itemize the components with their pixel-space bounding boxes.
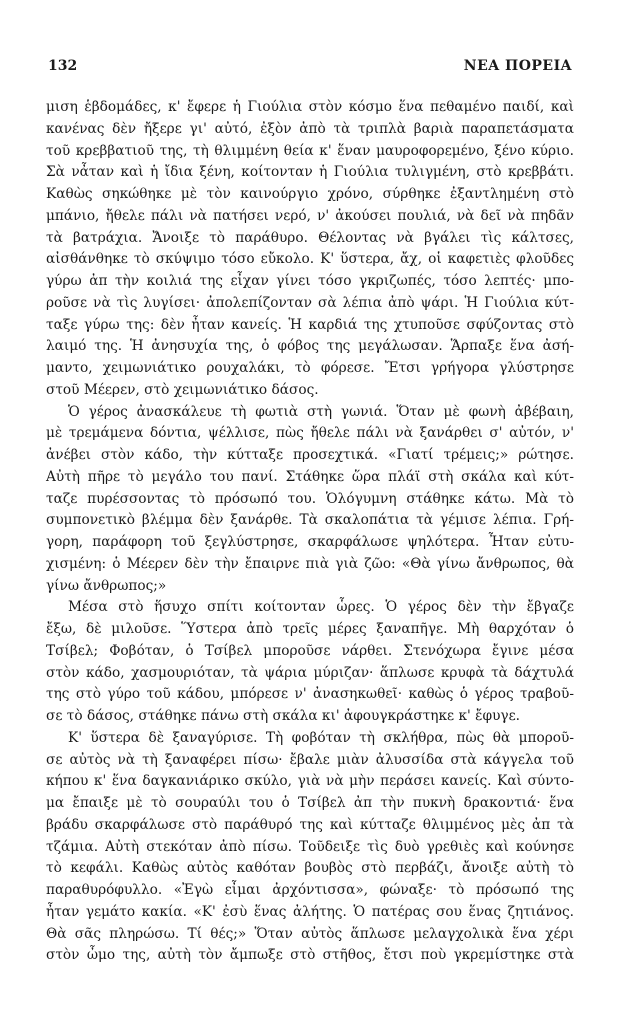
running-head — [48, 58, 572, 80]
text-line: αἰσθάνθηκε τὸ σκύψιμο τόσο εὔκολο. Κ' ὕστερα, ἄχ, οἱ καφετιὲς φλοῦδες — [46, 251, 574, 268]
text-line: μπάνιο, ἤθελε πάλι νὰ πατήσει νερό, ν' ἀκούσει πουλιά, νὰ δεῖ νὰ πηδᾶν — [46, 207, 574, 224]
text-line: σε τὸ δάσος, στάθηκε πάνω στὴ σκάλα κι' ἀφουγκράστηκε κ' ἔφυγε. — [46, 708, 521, 724]
text-line: τὰ βατράχια. Ἄνοιξε τὸ παράθυρο. Θέλοντας νὰ βγάλει τὶς κάλτσες, — [46, 229, 574, 246]
text-line: τζάμια. Αὐτὴ στεκόταν ἀπὸ πίσω. Τοῦδειξε τὶς δυὸ γρεθιὲς καὶ κούνησε — [46, 838, 574, 855]
text-line: μιση ἑβδομάδες, κ' ἔφερε ἡ Γιούλια στὸν κόσμο ἕνα πεθαμένο παιδί, καὶ — [46, 99, 574, 115]
text-line: γίνω ἄνθρωπος;» — [46, 577, 167, 594]
text-line: τὸ κεφάλι. Καθὼς αὐτὸς καθόταν βουβὸς στὸ περβάζι, ἄνοιξε αὐτὴ τὸ — [46, 860, 574, 877]
text-line: στὸν κάδο, χασμουριόταν, τὰ ψάρια μύριζαν· ἅπλωσε κρυφὰ τὰ δάχτυλά — [46, 664, 574, 681]
text-line: Τσίβελ; Φοβόταν, ὁ Τσίβελ μποροῦσε νάρθει. Στενόχωρα ἔγινε μέσα — [46, 642, 574, 659]
text-line: ἦταν γεμάτο κακία. «Κ' ἐσὺ ἕνας ἀλήτης. Ὁ πατέρας σου ἕνας ζητιάνος. — [46, 903, 574, 920]
text-line: Μέσα στὸ ἥσυχο σπίτι κοίτονταν ὧρες. Ὁ γέρος δὲν τὴν ἔβγαζε — [68, 599, 574, 616]
text-line: Θὰ σᾶς πληρώσω. Τί θές;» Ὅταν αὐτὸς ἅπλωσε μελαγχολικὰ ἕνα χέρι — [46, 925, 574, 942]
text-line: ἀνέβει στὸν κάδο, τὴν κύτταξε προσεχτικά. «Γιατί τρέμεις;» ρώτησε. — [46, 447, 574, 463]
text-line: Σὰ νἆταν καὶ ἡ ἴδια ξένη, κοίτονταν ἡ Γιούλια τυλιγμένη, στὸ κρεββάτι. — [46, 164, 574, 181]
text-line: συμπονετικὸ βλέμμα δὲν ξανάρθε. Τὰ σκαλοπάτια τὰ γέμισε λέπια. Γρή- — [46, 512, 574, 529]
text-line: τοῦ κρεββατιοῦ της, τὴ θλιμμένη θεία κ' ἕναν μαυροφορεμένο, ξένο κύριο. — [46, 142, 574, 159]
page-number: 132 — [48, 58, 78, 74]
text-line: ροῦσε νὰ τὶς λυγίσει· ἀπολεπίζονταν σὰ λέπια ἀπὸ ψάρι. Ἡ Γιούλια κύτ- — [46, 294, 574, 311]
text-line: κήπου κ' ἕνα δαγκανιάρικο σκύλο, γιὰ νὰ μὴν περάσει κανείς. Καὶ σύντο- — [46, 773, 574, 790]
text-line: Κ' ὕστερα δὲ ξαναγύρισε. Τὴ φοβόταν τὴ σκλήθρα, πὼς θὰ μποροῦ- — [68, 729, 574, 746]
text-line: χισμένη: ὁ Μέερεν δὲν τὴν ἔπαιρνε πιὰ γιὰ ζῶο: «Θὰ γίνω ἄνθρωπος, θὰ — [46, 555, 574, 572]
text-line: λαιμό της. Ἡ ἀνησυχία της, ὁ φόβος της μεγάλωσαν. Ἅρπαξε ἕνα ἀσή- — [46, 338, 574, 355]
text-line: της στὸ γύρο τοῦ κάδου, μπόρεσε ν' ἀνασηκωθεῖ· καθὼς ὁ γέρος τραβοῦ- — [46, 686, 574, 703]
body-text — [46, 97, 574, 967]
text-line: γορη, παράφορη τοῦ ξεγλύστρησε, σκαρφάλωσε ψηλότερα. Ἦταν εὐτυ- — [46, 534, 574, 550]
text-line: Καθὼς σηκώθηκε μὲ τὸν καινούργιο χρόνο, σύρθηκε ἐξαντλημένη στὸ — [46, 186, 574, 202]
text-line: γύρω ἀπ τὴν κοιλιά της εἶχαν γίνει τόσο γκριζωπές, τόσο λεπτές· μπο- — [46, 273, 574, 289]
text-line: ταξε γύρω της: δὲν ἦταν κανείς. Ἡ καρδιά της χτυποῦσε σφύζοντας στὸ — [46, 316, 574, 333]
text-line: κανένας δὲν ἤξερε γι' αὐτό, ἐξὸν ἀπὸ τὰ τριπλὰ βαριὰ παραπετάσματα — [46, 120, 574, 137]
text-line: σε αὐτὸς νὰ τὴ ξαναφέρει πίσω· ἔβαλε μιὰν ἀλυσσίδα στὰ κάγγελα τοῦ — [46, 751, 574, 768]
text-line: ταζε πυρέσσοντας τὸ πρόσωπό του. Ὁλόγυμνη στάθηκε κάτω. Μὰ τὸ — [46, 490, 574, 507]
text-line: μὲ τρεμάμενα δόντια, ψέλλισε, πὼς ἤθελε πάλι νὰ ξανάρθει σ' αὐτόν, ν' — [46, 425, 574, 442]
text-line: μα ἔπαιξε μὲ τὸ σουραύλι του ὁ Τσίβελ ἀπ τὴν πυκνὴ δρακοντιά· ἕνα — [46, 795, 574, 811]
text-line: στοῦ Μέερεν, στὸ χειμωνιάτικο δάσος. — [46, 381, 319, 398]
text-line: Αὐτὴ πῆρε τὸ μεγάλο του πανί. Στάθηκε ὥρα πλάϊ στὴ σκάλα καὶ κύτ- — [46, 468, 574, 485]
text-line: μαντο, χειμωνιάτικο ρουχαλάκι, τὸ φόρεσε. Ἔτσι γρήγορα γλύστρησε — [46, 360, 574, 376]
text-line: Ὁ γέρος ἀνασκάλευε τὴ φωτιὰ στὴ γωνιά. Ὅταν μὲ φωνὴ ἀβέβαιη, — [68, 403, 574, 420]
text-line: ἔξω, δὲ μιλοῦσε. Ὕστερα ἀπὸ τρεῖς μέρες ξαναπῆγε. Μὴ θαρχόταν ὁ — [46, 621, 574, 637]
text-line: παραθυρόφυλλο. «Ἐγὼ εἶμαι ἀρχόντισσα», φώναξε· τὸ πρόσωπό της — [46, 882, 574, 898]
journal-title: ΝΕΑ ΠΟΡΕΙΑ — [463, 58, 572, 74]
text-line: βράδυ σκαρφάλωσε στὸ παράθυρό της καὶ κύτταζε θλιμμένος μὲς ἀπ τὰ — [46, 816, 574, 833]
text-line: στὸν ὦμο της, αὐτὴ τὸν ἄμπωξε στὸ στῆθος, ἔτσι ποὺ γκρεμίστηκε στὰ — [46, 947, 574, 964]
